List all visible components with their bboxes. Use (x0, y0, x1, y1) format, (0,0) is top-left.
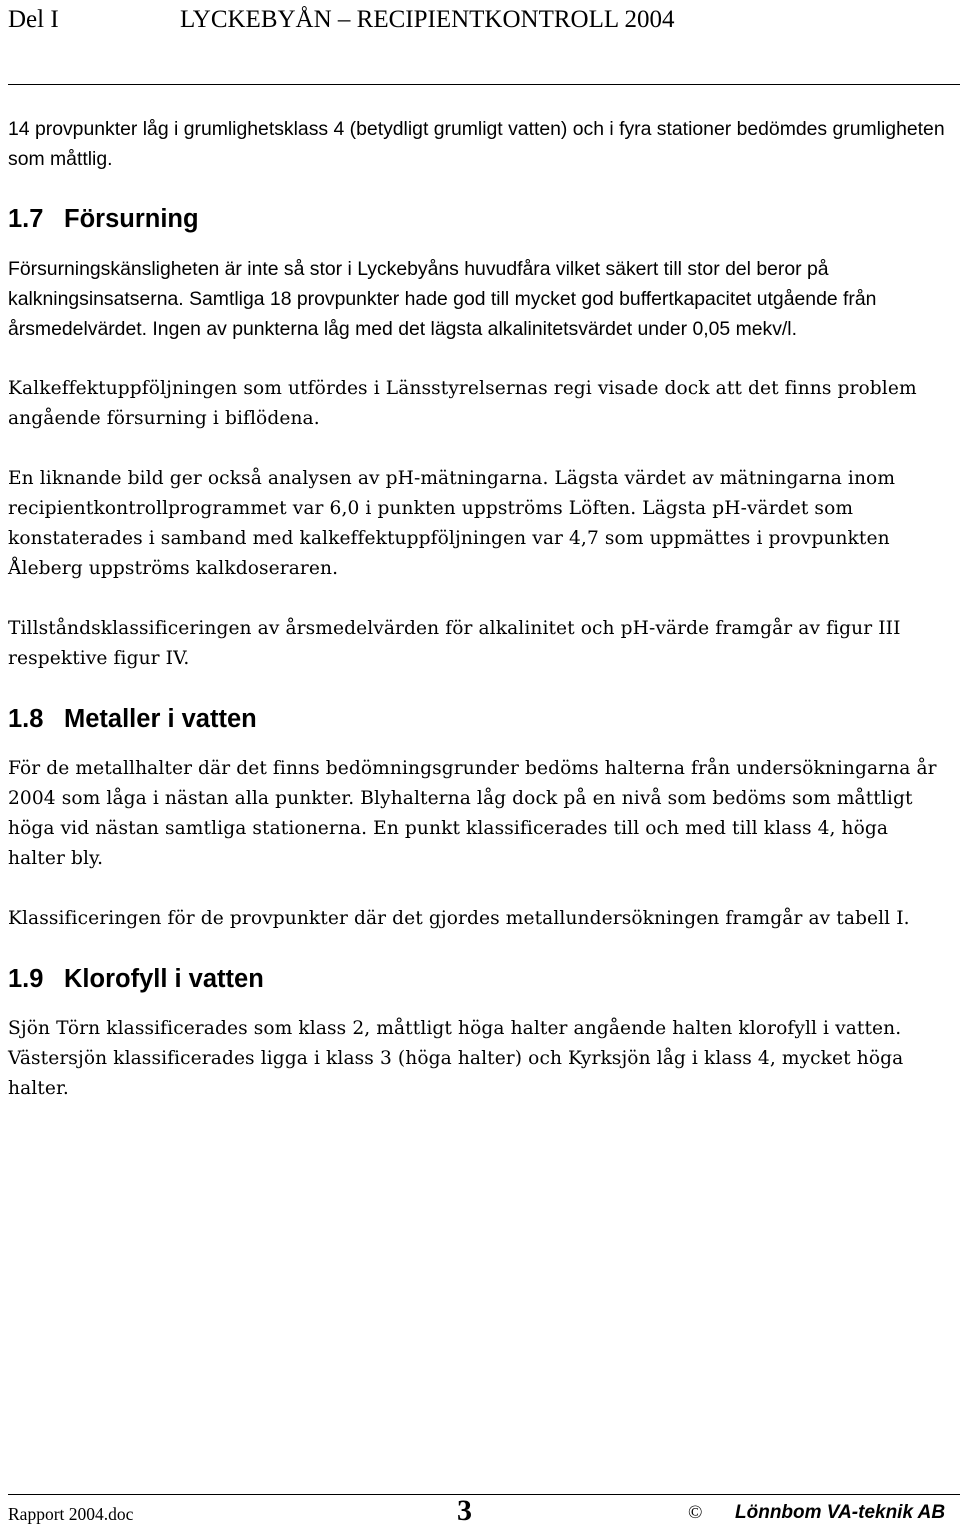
section-heading-1-7 (8, 204, 946, 234)
page-header (8, 4, 960, 36)
metaller-paragraph-1: För de metallhalter där det finns bedömningsgrunder bedöms halterna från undersökningarna år 2004 som låga i nästan alla punkter. Blyhalterna låg dock på en nivå som bedöms som måttligt höga vid nästan samtliga stationerna. En punkt klassificerades till och med till klass 4, höga halter bly. (8, 758, 937, 869)
forsurning-paragraph-3: En liknande bild ger också analysen av pH-mätningarna. Lägsta värdet av mätningarna inom recipientkontrollprogrammet var 6,0 i punkten uppströms Löften. Lägsta pH-värdet som konstaterades i samband med kalkeffektuppföljningen var 4,7 som uppmättes i provpunkten Åleberg uppströms kalkdoseraren. (8, 468, 896, 579)
footer-rule (8, 1494, 960, 1495)
header-part: Del I (8, 6, 59, 33)
section-number: 1.8 (8, 705, 44, 733)
forsurning-paragraph-1 (8, 254, 946, 344)
footer-filename: Rapport 2004.doc (8, 1504, 134, 1524)
forsurning-paragraph-1-b: Ingen av punkterna låg med det lägsta alkalinitetsvärdet under 0,05 mekv/l. (147, 318, 798, 340)
intro-paragraph: 14 provpunkter låg i grumlighetsklass 4 (betydligt grumligt vatten) och i fyra stationer bedömdes grumligheten som måttlig. (8, 118, 945, 170)
header-rule (8, 84, 960, 85)
klorofyll-paragraph-1: Sjön Törn klassificerades som klass 2, måttligt höga halter angående halten klorofyll i vatten. Västersjön klassificerades ligga i klass 3 (höga halter) och Kyrksjön låg i klass 4, mycket höga halter. (8, 1018, 904, 1099)
section-number: 1.9 (8, 965, 44, 993)
company-logo: Lönnbom VA-teknik AB (735, 1502, 946, 1523)
document-body (8, 114, 946, 1104)
section-number: 1.7 (8, 205, 44, 233)
page-number: 3 (457, 1494, 472, 1527)
section-title: Försurning (64, 205, 199, 233)
forsurning-paragraph-4: Tillståndsklassificeringen av årsmedelvärden för alkalinitet och pH-värde framgår av figur III respektive figur IV. (8, 618, 901, 669)
header-title: LYCKEBYÅN – RECIPIENTKONTROLL 2004 (180, 6, 675, 33)
section-title: Metaller i vatten (64, 705, 257, 733)
section-title: Klorofyll i vatten (64, 965, 264, 993)
section-heading-1-8 (8, 704, 946, 734)
section-heading-1-9 (8, 964, 946, 994)
forsurning-paragraph-1-a: Försurningskänsligheten är inte så stor i Lyckebyåns huvudfåra vilket säkert till stor del beror på kalkningsinsatserna. Samtliga 18 provpunkter hade god till mycket god buffertkapacitet utgående från årsmedelvärdet. (8, 258, 877, 340)
metaller-paragraph-2: Klassificeringen för de provpunkter där det gjordes metallundersökningen framgår av tabell I. (8, 908, 910, 929)
forsurning-paragraph-2: Kalkeffektuppföljningen som utfördes i Länsstyrelsernas regi visade dock att det finns problem angående försurning i biflödena. (8, 378, 917, 429)
page-footer (8, 1494, 960, 1537)
copyright-icon: © (688, 1502, 703, 1523)
